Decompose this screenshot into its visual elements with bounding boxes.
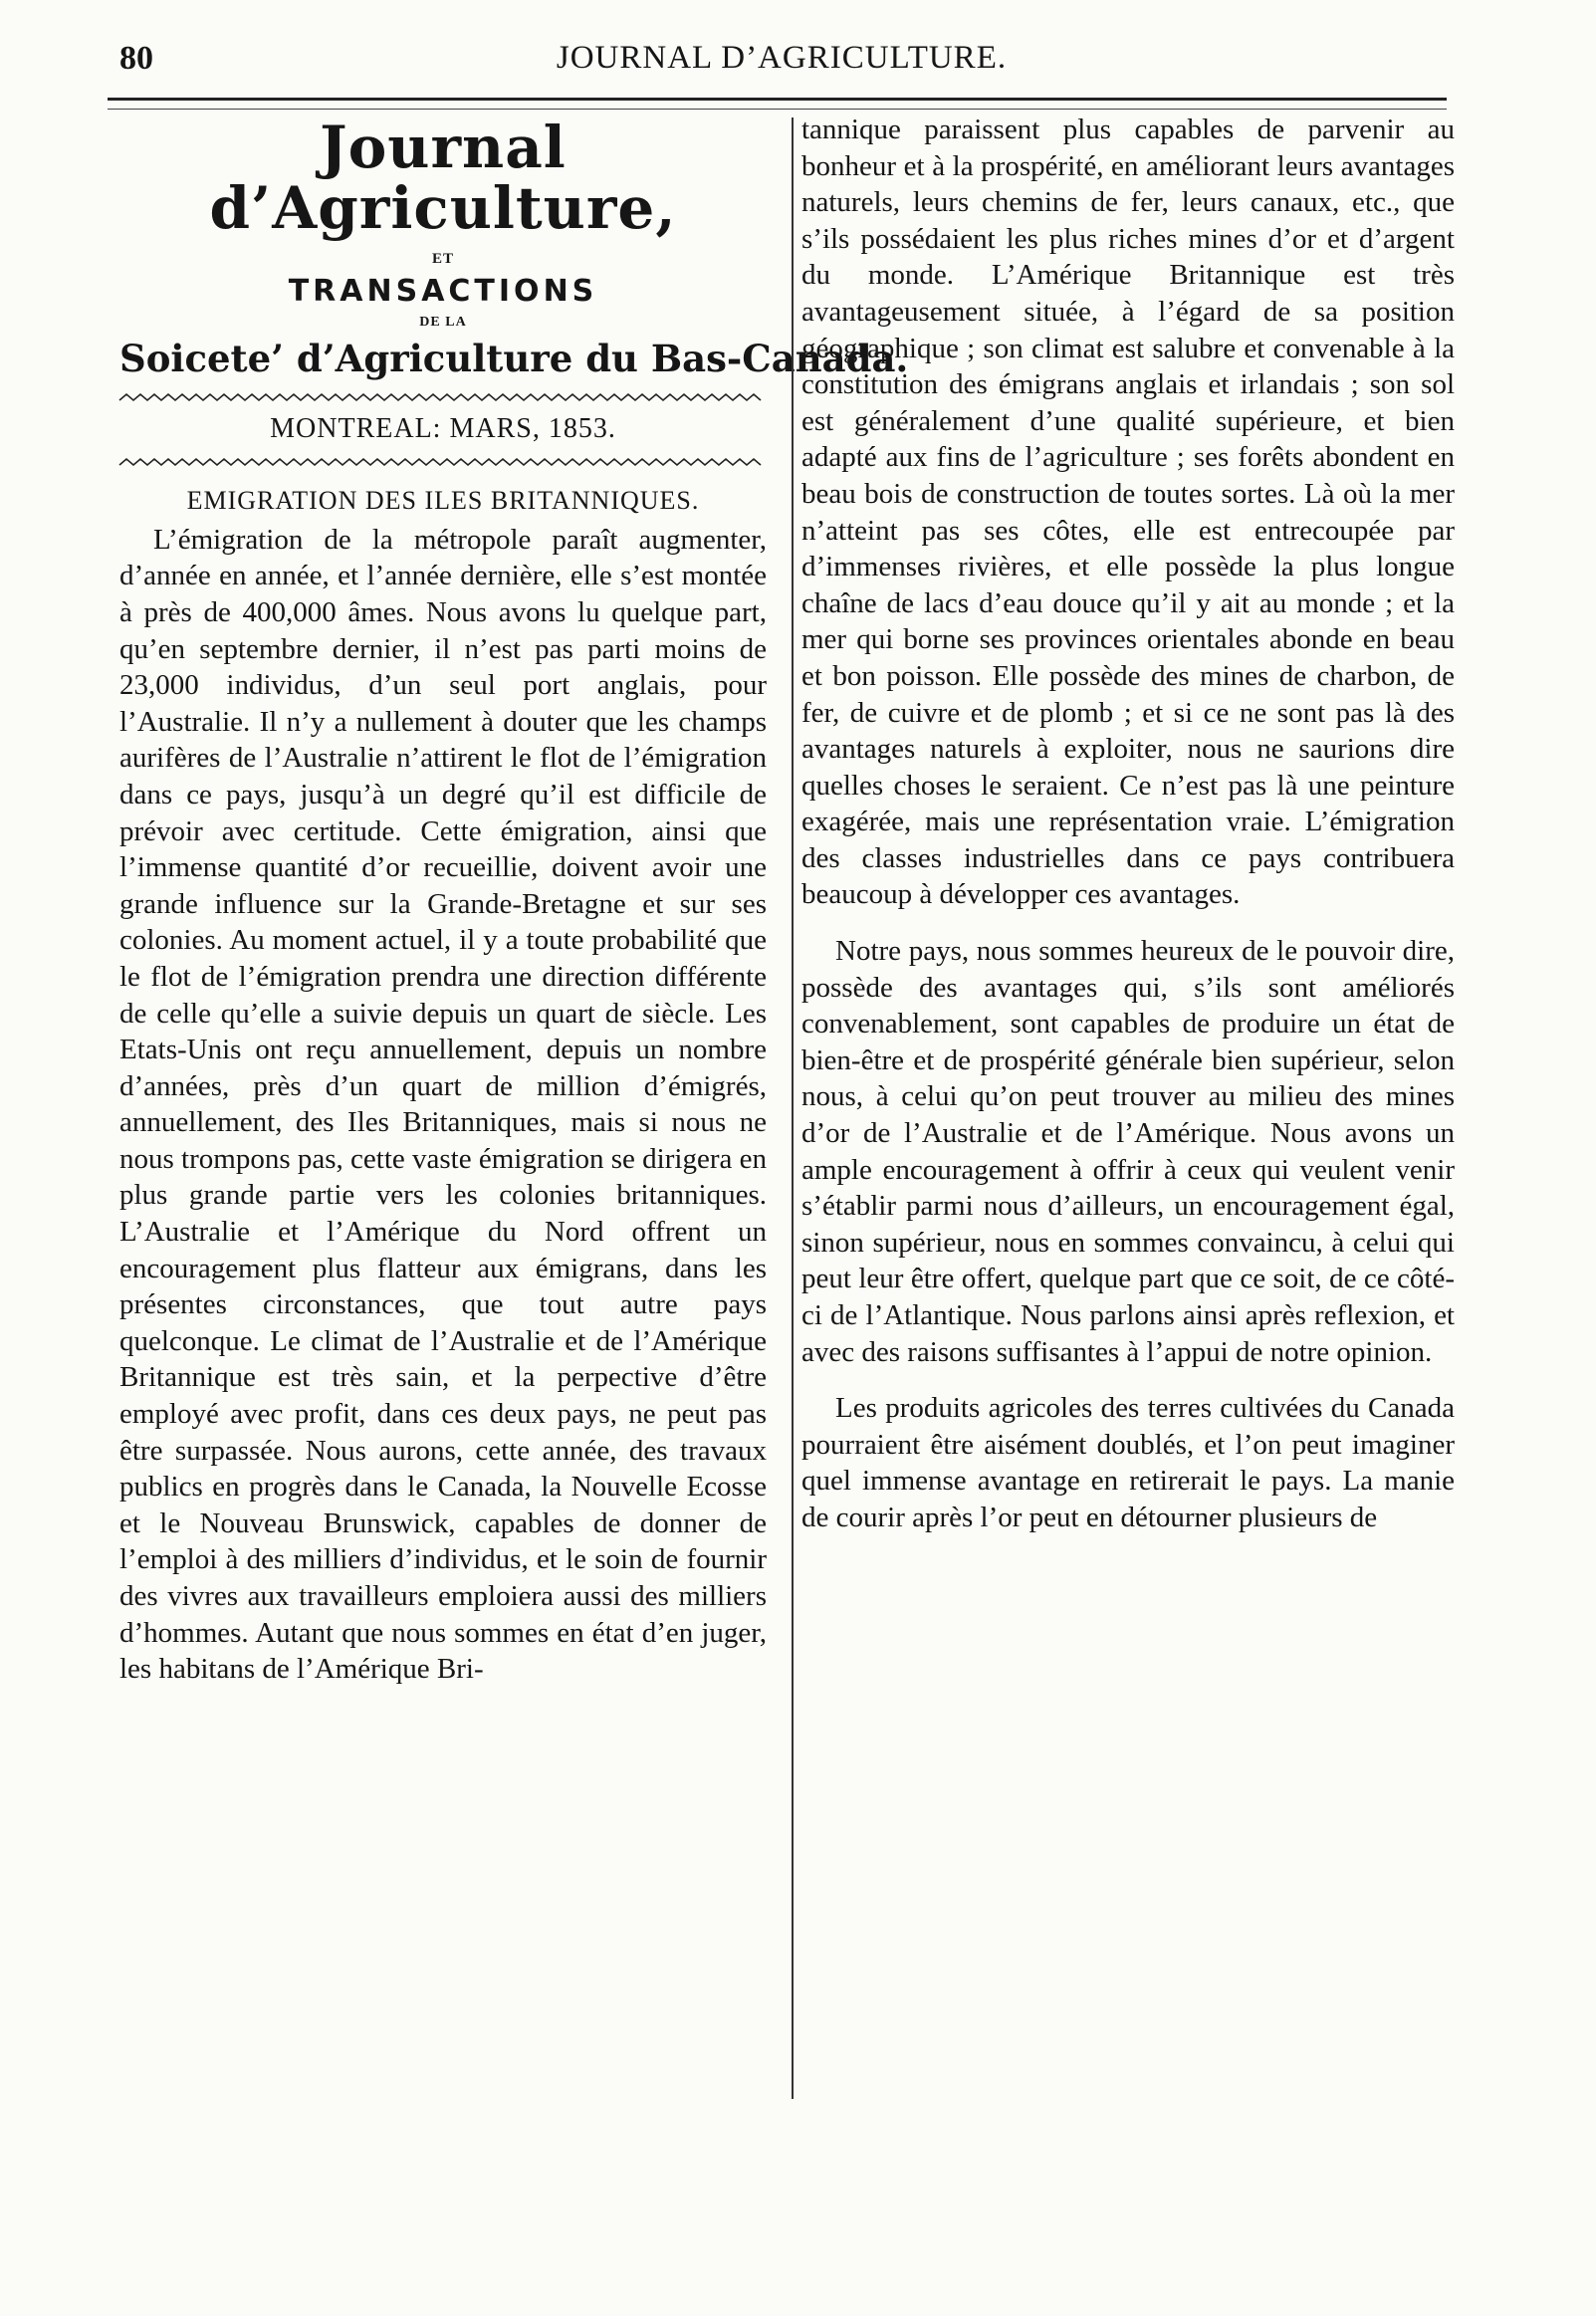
masthead-society: Soicete’ d’Agriculture du Bas-Canada. <box>119 336 909 380</box>
article-paragraph: Notre pays, nous sommes heureux de le pouvoir dire, possède des avantages qui, s’ils sont améliorés convenablement, sont capables de produire un état de bien-être et de prospérité générale bien supérieur, selon nous, à celui qu’on peut trouver au milieu des mines d’or de l’Australie et de l’Amérique. Nous avons un ample encouragement à offrir à ceux qui veulent venir s’établir parmi nous d’ailleurs, un encouragement égal, sinon supérieur, nous en sommes convaincu, à celui qui peut leur être offert, quelque part que ce soit, de ce côté-ci de l’Atlantique. Nous parlons ainsi après reflexion, et avec des raisons suffisantes à l’appui de notre opinion. <box>801 935 1455 1368</box>
column-divider <box>792 117 794 2099</box>
page-header <box>119 30 1444 90</box>
masthead-title: Journal d’Agriculture, <box>209 114 677 242</box>
article-paragraph: L’émigration de la métropole paraît augmenter, d’année en année, et l’année dernière, elle s’est montée à près de 400,000 âmes. Nous avons lu quelque part, qu’en septembre dernier, il n’est pas parti moins de 23,000 individus, d’un seul port anglais, pour l’Australie. Il n’y a nullement à douter que les champs aurifères de l’Australie n’attirent le flot de l’émigration dans ce pays, jusqu’à un degré qu’il est difficile de prévoir avec certitude. Cette émigration, ainsi que l’immense quantité d’or recueillie, doivent avoir une grande influence sur la Grande-Bretagne et sur ses colonies. Au moment actuel, il y a toute probabilité que le flot de l’émigration prendra une direction différente de celle qu’elle a suivie depuis un quart de siècle. Les Etats-Unis ont reçu annuellement, depuis un nombre d’années, près d’un quart de million d’émigrés, annuellement, des Iles Britanniques, mais si nous ne nous trompons pas, cette vaste émigration se dirigera en plus grande partie vers les colonies britanniques. L’Australie et l’Amérique du Nord offrent un encouragement plus flatteur aux émigrans, dans les présentes circonstances, que tout autre pays quelconque. Le climat de l’Australie et de l’Amérique Britannique est très sain, et la perpective d’être employé avec profit, dans ces deux pays, ne peut pas être surpassée. Nous aurons, cette année, des travaux publics en progrès dans le Canada, la Nouvelle Ecosse et le Nouveau Brunswick, capables de donner de l’emploi à des milliers d’individus, et le soin de fournir des vivres aux travailleurs emploiera aussi des milliers d’hommes. Autant que nous sommes en état d’en juger, les habitans de l’Amérique Bri- <box>119 523 767 1686</box>
masthead-transactions: TRANSACTIONS <box>288 273 598 309</box>
running-head: JOURNAL D’AGRICULTURE. <box>556 40 1008 76</box>
dateline: MONTREAL: MARS, 1853. <box>270 412 616 444</box>
masthead-et: ET <box>431 250 454 267</box>
left-column <box>119 112 909 2113</box>
header-rule <box>108 98 1447 110</box>
article-paragraph: Les produits agricoles des terres cultivées du Canada pourraient être aisément doublés, et l’on peut imaginer quel immense avantage en retirerait le pays. La manie de courir après l’or peut en détourner plusieurs de <box>801 1392 1455 1533</box>
right-column <box>801 112 1455 2113</box>
article-title: EMIGRATION DES ILES BRITANNIQUES. <box>186 485 700 515</box>
article-paragraph-continued: tannique paraissent plus capables de parvenir au bonheur et à la prospérité, en améliorant leurs avantages naturels, leurs chemins de fer, leurs canaux, etc., que s’ils possédaient les plus riches mines d’or et d’argent du monde. L’Amérique Britannique est très avantageusement située, à l’égard de sa position géographique ; son climat est salubre et convenable à la constitution des émigrans anglais et irlandais ; son sol est généralement d’une qualité supérieure, et bien adapté aux fins de l’agriculture ; ses forêts abondent en beau bois de construction de toutes sortes. Là où la mer n’atteint pas ses côtes, elle est entrecoupée par d’immenses rivières, et elle possède la plus longue chaîne de lacs d’eau douce qu’il y ait au monde ; et la mer qui borne ses provinces orientales abonde en beau et bon poisson. Elle possède des mines de charbon, de fer, de cuivre et de plomb ; et si ce ne sont pas là des avantages naturels à exploiter, nous ne saurions dire quelles choses le seraient. Ce n’est pas là une peinture exagérée, mais une représentation vraie. L’émigration des classes industrielles dans ce pays contribuera beaucoup à développer ces avantages. <box>801 114 1455 911</box>
page-number: 80 <box>119 40 153 77</box>
wavy-divider <box>119 457 767 467</box>
masthead-de-la: DE LA <box>419 314 467 330</box>
wavy-divider <box>119 392 767 402</box>
